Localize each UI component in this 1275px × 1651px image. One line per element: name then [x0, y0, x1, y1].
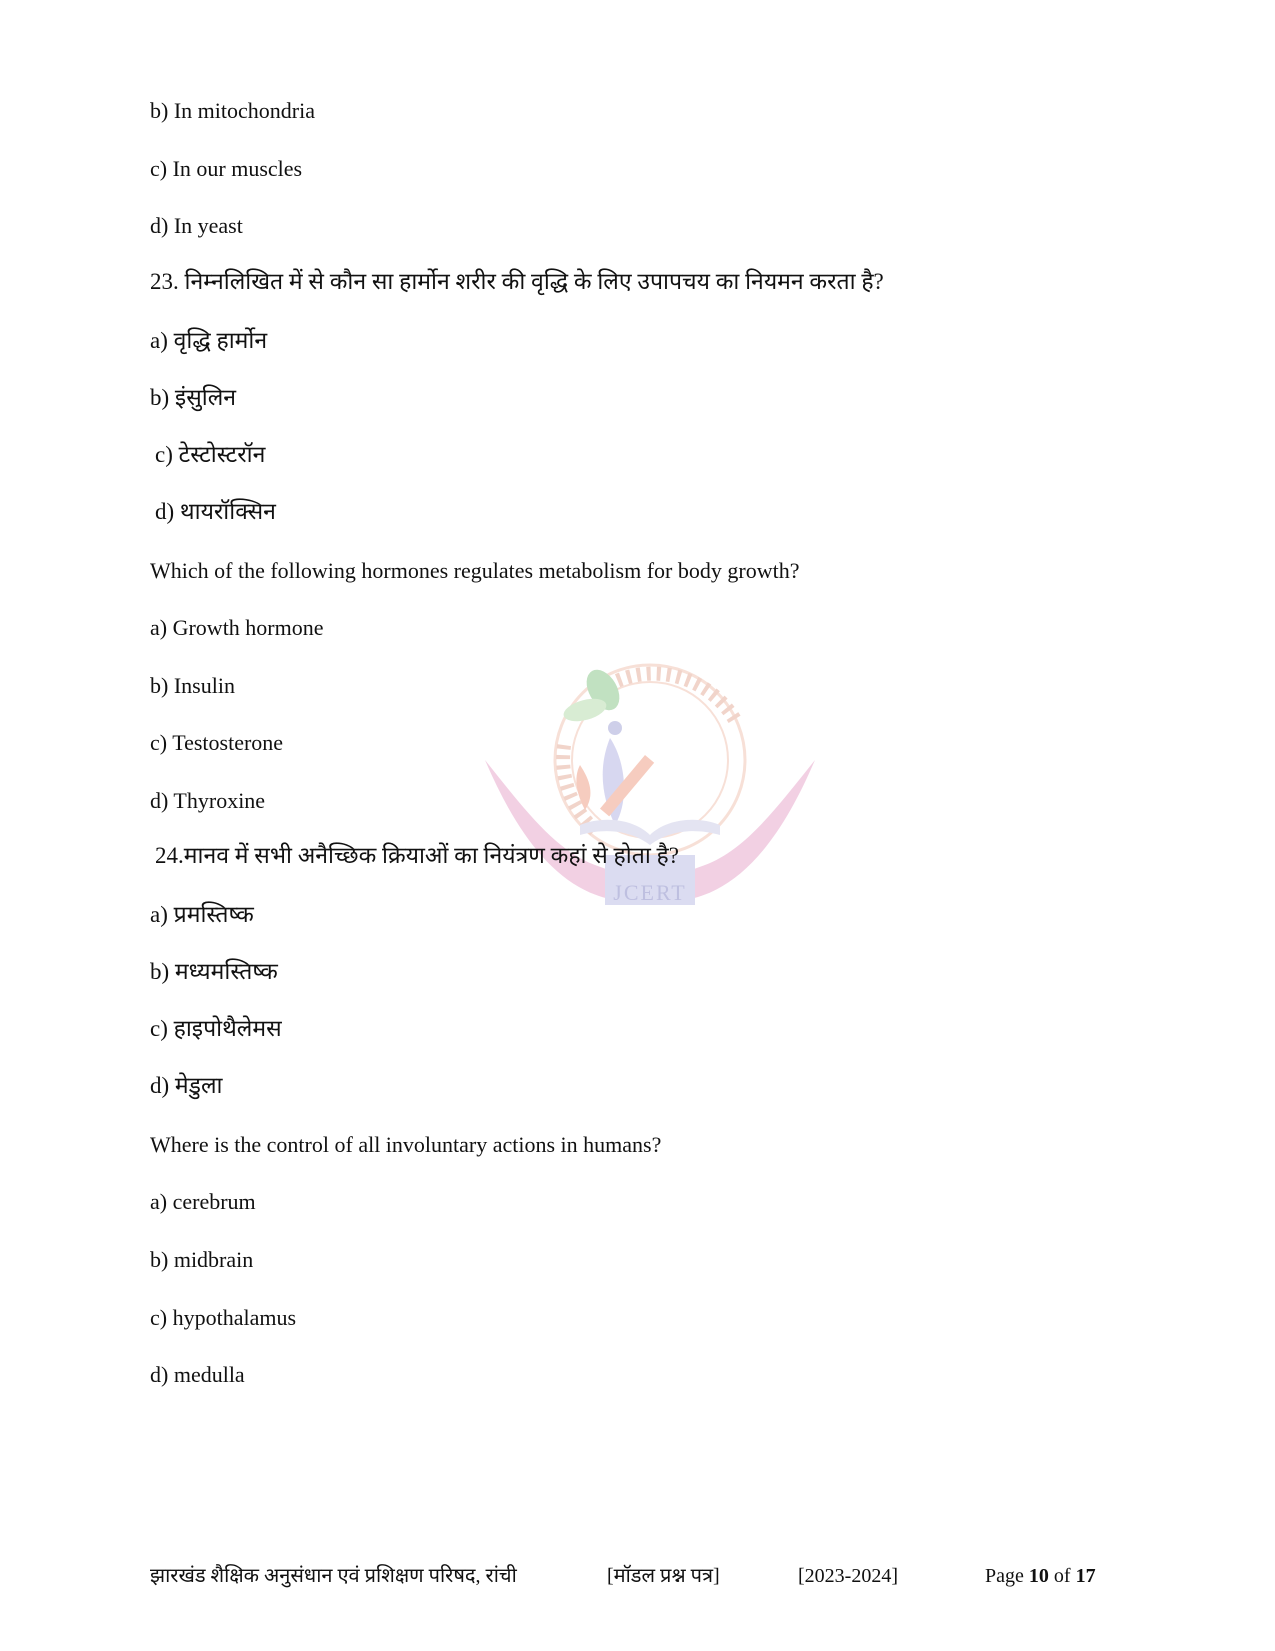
q23-option-b-english: b) Insulin [150, 673, 235, 698]
q23-option-d-english: d) Thyroxine [150, 788, 266, 813]
q24-option-c-hindi: c) हाइपोथैलेमस [150, 1016, 282, 1041]
footer-page-prefix: Page [985, 1565, 1024, 1587]
q24-option-b-hindi: b) मध्यमस्तिष्क [150, 959, 278, 984]
q23-option-a-hindi: a) वृद्धि हार्मोन [150, 328, 268, 353]
question-24-hindi: 24.मानव में सभी अनैच्छिक क्रियाओं का नियंत्रण कहां से होता है? [155, 843, 679, 868]
jcert-watermark-logo [485, 660, 815, 945]
footer-year: [2023-2024] [798, 1565, 898, 1587]
q23-option-a-english: a) Growth hormone [150, 615, 324, 640]
q23-option-c-english: c) Testosterone [150, 730, 284, 755]
q24-option-b-english: b) midbrain [150, 1247, 254, 1272]
q24-option-a-hindi: a) प्रमस्तिष्क [150, 902, 254, 927]
question-24-english: Where is the control of all involuntary actions in humans? [150, 1132, 662, 1157]
footer-page-of: of [1053, 1565, 1071, 1587]
footer-page-current: 10 [1028, 1565, 1049, 1587]
question-23-hindi: 23. निम्नलिखित में से कौन सा हार्मोन शरीर की वृद्धि के लिए उपापचय का नियमन करता है? [150, 269, 884, 294]
option-c-line: c) In our muscles [150, 156, 303, 181]
option-b-line: b) In mitochondria [150, 98, 315, 123]
q24-option-d-english: d) medulla [150, 1362, 245, 1387]
footer-organization: झारखंड शैक्षिक अनुसंधान एवं प्रशिक्षण परिषद, रांची [150, 1565, 517, 1587]
footer-page-total: 17 [1075, 1565, 1096, 1587]
question-23-english: Which of the following hormones regulates metabolism for body growth? [150, 558, 800, 583]
q24-option-c-english: c) hypothalamus [150, 1305, 297, 1330]
footer-paper-type: [मॉडल प्रश्न पत्र] [607, 1565, 720, 1587]
q23-option-b-hindi: b) इंसुलिन [150, 385, 237, 410]
option-d-line: d) In yeast [150, 213, 243, 238]
footer-page-number [985, 1563, 1096, 1589]
jcert-watermark-text: JCERT [613, 880, 687, 905]
q23-option-c-hindi: c) टेस्टोस्टरॉन [155, 442, 266, 467]
q23-option-d-hindi: d) थायरॉक्सिन [155, 499, 276, 524]
q24-option-d-hindi: d) मेडुला [150, 1073, 223, 1098]
q24-option-a-english: a) cerebrum [150, 1189, 256, 1214]
